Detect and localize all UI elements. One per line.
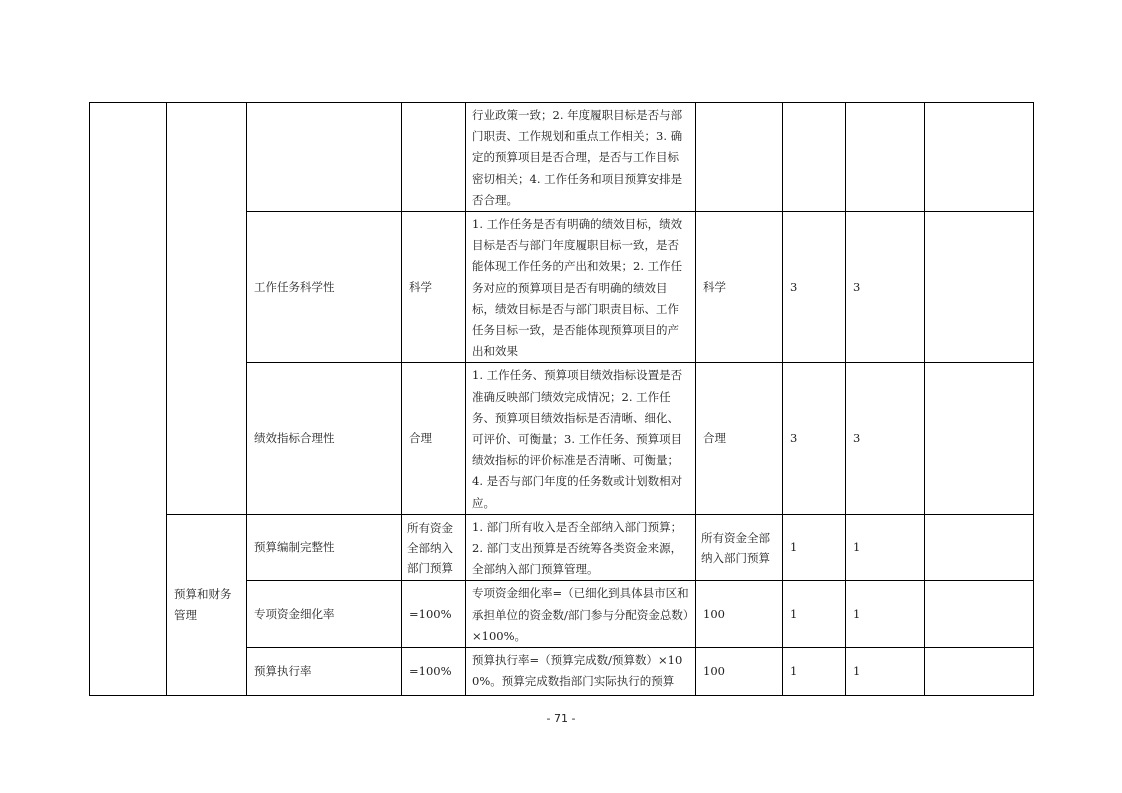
remark-cell (925, 363, 1034, 514)
level2-category-cell (167, 103, 247, 515)
actual-cell (696, 103, 783, 212)
level1-category-cell (90, 103, 167, 696)
standard-cell: =100% (402, 648, 466, 696)
remark-cell (925, 648, 1034, 696)
description-cell: 1. 部门所有收入是否全部纳入部门预算；2. 部门支出预算是否统筹各类资金来源，全部纳入部门预算管理。 (466, 514, 696, 581)
description-cell: 预算执行率=（预算完成数/预算数）×100%。预算完成数指部门实际执行的预算 (466, 648, 696, 696)
standard-cell: =100% (402, 581, 466, 648)
score-cell: 1 (846, 514, 925, 581)
indicator-cell: 预算编制完整性 (247, 514, 402, 581)
actual-cell: 合理 (696, 363, 783, 514)
indicator-cell: 工作任务科学性 (247, 212, 402, 363)
table-row (90, 514, 1034, 581)
indicator-cell: 专项资金细化率 (247, 581, 402, 648)
score-cell: 1 (846, 648, 925, 696)
actual-cell: 所有资金全部纳入部门预算 (696, 514, 783, 581)
indicator-cell (247, 103, 402, 212)
weight-cell (783, 103, 846, 212)
standard-cell: 所有资金全部纳入部门预算 (402, 514, 466, 581)
weight-cell: 1 (783, 514, 846, 581)
score-cell: 3 (846, 363, 925, 514)
remark-cell (925, 581, 1034, 648)
indicator-cell: 绩效指标合理性 (247, 363, 402, 514)
weight-cell: 1 (783, 581, 846, 648)
description-cell: 行业政策一致；2. 年度履职目标是否与部门职责、工作规划和重点工作相关；3. 确定的预算项目是否合理，是否与工作目标密切相关；4. 工作任务和项目预算安排是否合理。 (466, 103, 696, 212)
score-cell: 3 (846, 212, 925, 363)
actual-cell: 100 (696, 648, 783, 696)
standard-cell: 合理 (402, 363, 466, 514)
indicator-cell: 预算执行率 (247, 648, 402, 696)
weight-cell: 3 (783, 212, 846, 363)
weight-cell: 3 (783, 363, 846, 514)
description-cell: 专项资金细化率=（已细化到具体县市区和承担单位的资金数/部门参与分配资金总数）×100%。 (466, 581, 696, 648)
description-cell: 1. 工作任务是否有明确的绩效目标，绩效目标是否与部门年度履职目标一致，是否能体现工作任务的产出和效果；2. 工作任务对应的预算项目是否有明确的绩效目标，绩效目标是否与部门职责目标、工作任务目标一致，是否能体现预算项目的产出和效果 (466, 212, 696, 363)
score-cell (846, 103, 925, 212)
page-number: - 71 - (546, 712, 576, 725)
standard-cell (402, 103, 466, 212)
performance-evaluation-table (89, 102, 1034, 696)
table-row (90, 103, 1034, 212)
description-cell: 1. 工作任务、预算项目绩效指标设置是否准确反映部门绩效完成情况；2. 工作任务、预算项目绩效指标是否清晰、细化、可评价、可衡量；3. 工作任务、预算项目绩效指标的评价标准是否清晰、可衡量；4. 是否与部门年度的任务数或计划数相对应。 (466, 363, 696, 514)
actual-cell: 科学 (696, 212, 783, 363)
actual-cell: 100 (696, 581, 783, 648)
remark-cell (925, 212, 1034, 363)
remark-cell (925, 103, 1034, 212)
category-cell: 预算和财务管理 (167, 514, 247, 695)
standard-cell: 科学 (402, 212, 466, 363)
score-cell: 1 (846, 581, 925, 648)
remark-cell (925, 514, 1034, 581)
weight-cell: 1 (783, 648, 846, 696)
